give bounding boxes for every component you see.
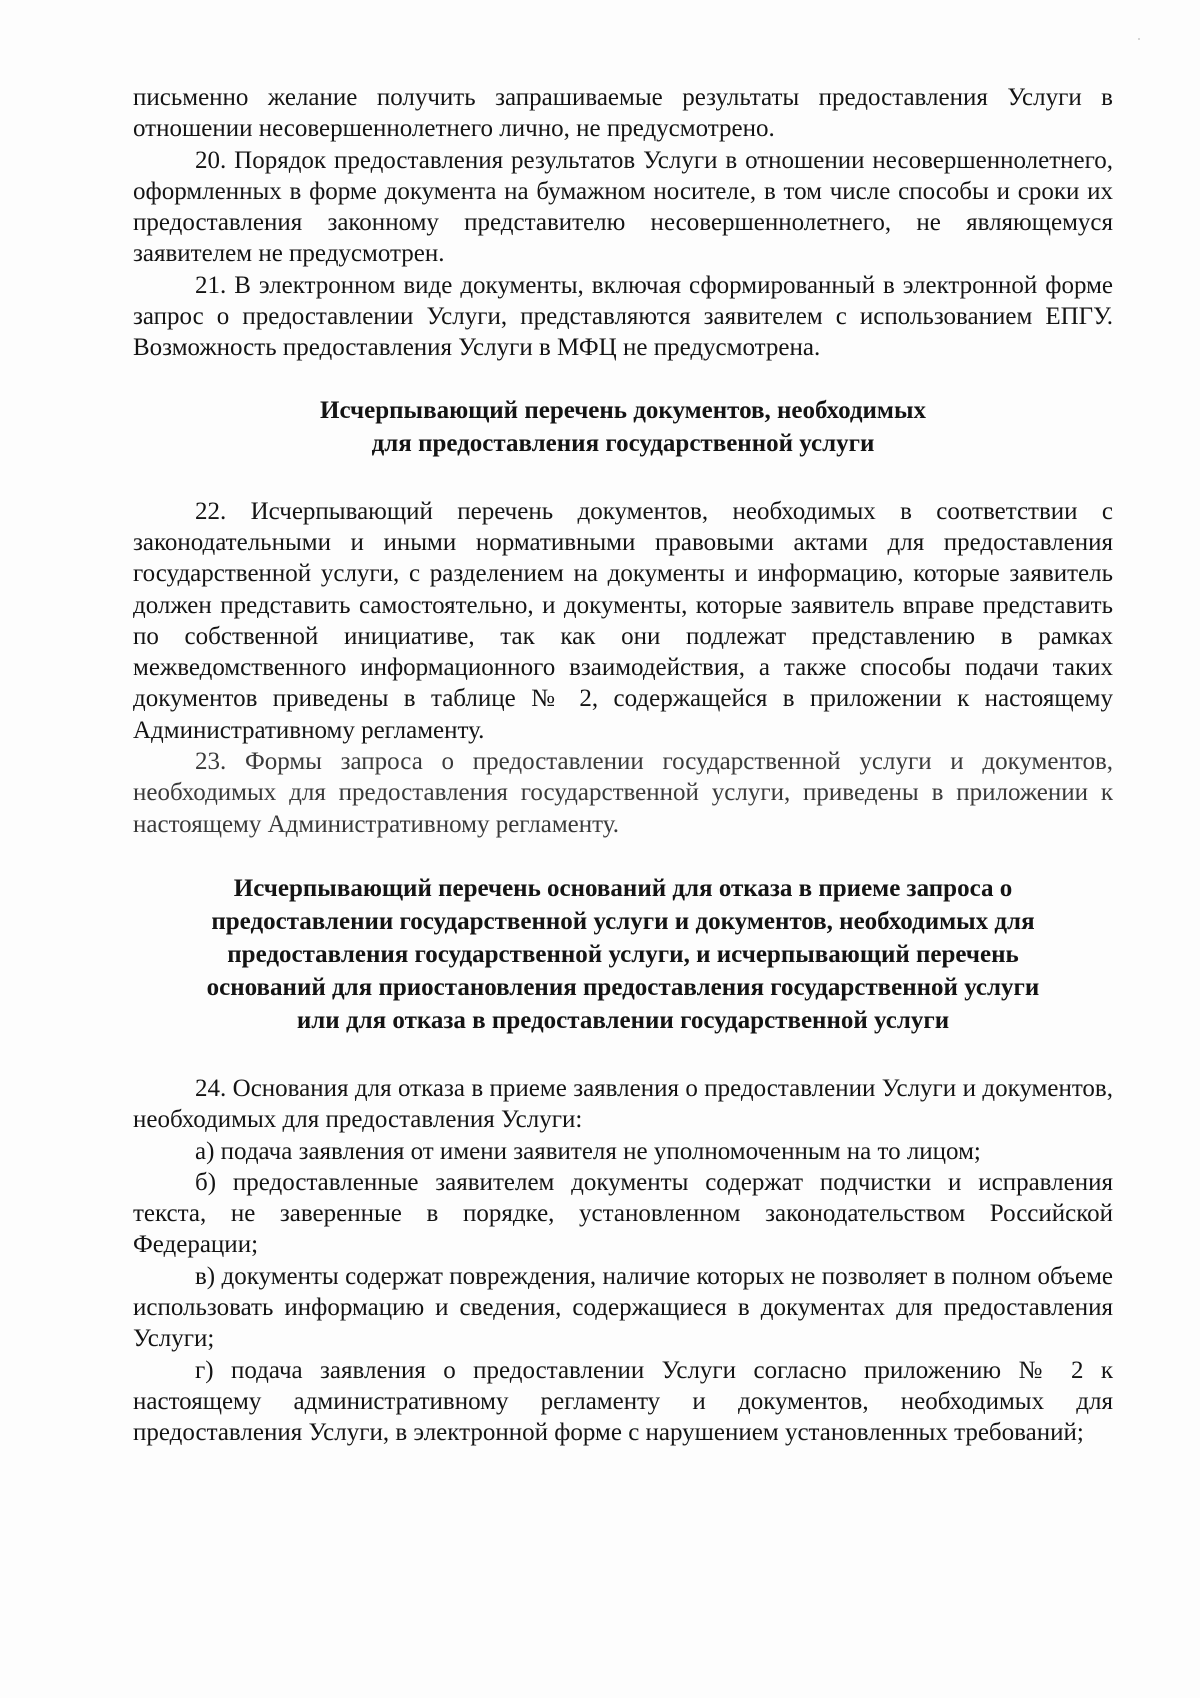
paragraph-24-a: а) подача заявления от имени заявителя не уполномоченным на то лицом;: [195, 1137, 981, 1165]
section-heading-refusal-grounds: [133, 872, 1113, 1037]
paragraph-24-b: б) предоставленные заявителем документы содержат подчистки и исправления текста, не заверенные в порядке, установленном законодательством Российской Федерации;: [133, 1168, 1113, 1259]
paragraph-21: 21. В электронном виде документы, включая сформированный в электронной форме запрос о предоставлении Услуги, представляются заявителем с использованием ЕПГУ. Возможность предоставления Услуги в МФЦ не предусмотрена.: [133, 271, 1113, 362]
scan-speck: [1138, 38, 1140, 40]
paragraph-23: 23. Формы запроса о предоставлении государственной услуги и документов, необходимых для предоставления государственной услуги, приведены в приложении к настоящему Административному регламенту.: [133, 748, 1113, 838]
heading-line: предоставления государственной услуги, и исчерпывающий перечень: [227, 940, 1019, 968]
heading-line: или для отказа в предоставлении государственной услуги: [296, 1006, 950, 1034]
intro-paragraph: письменно желание получить запрашиваемые результаты предоставления Услуги в отношении несовершеннолетнего лично, не предусмотрено.: [133, 84, 1113, 143]
document-body: [133, 82, 1113, 1449]
heading-line: Исчерпывающий перечень оснований для отказа в приеме запроса о: [233, 874, 1013, 902]
heading-line: Исчерпывающий перечень документов, необходимых: [320, 396, 926, 424]
heading-line: предоставлении государственной услуги и документов, необходимых для: [211, 907, 1035, 935]
heading-line: оснований для приостановления предоставления государственной услуги: [206, 973, 1040, 1001]
paragraph-22: 22. Исчерпывающий перечень документов, необходимых в соответствии с законодательными и иными нормативными правовыми актами для предоставления государственной услуги, с разделением на документы и информацию, которые заявитель должен представить самостоятельно, и документы, которые заявитель вправе представить по собственной инициативе, так как они подлежат представлению в рамках межведомственного информационного взаимодействия, а также способы подачи таких документов приведены в таблице № 2, содержащейся в приложении к настоящему Административному регламенту.: [133, 497, 1113, 744]
paragraph-24-c: в) документы содержат повреждения, наличие которых не позволяет в полном объеме использовать информацию и сведения, содержащиеся в документах для предоставления Услуги;: [133, 1262, 1113, 1353]
section-heading-documents: [133, 394, 1113, 460]
paragraph-20: 20. Порядок предоставления результатов Услуги в отношении несовершеннолетнего, оформленных в форме документа на бумажном носителе, в том числе способы и сроки их предоставления законному представителю несовершеннолетнего, не являющемуся заявителем не предусмотрен.: [133, 146, 1113, 268]
heading-line: для предоставления государственной услуги: [371, 429, 875, 457]
paragraph-24: 24. Основания для отказа в приеме заявления о предоставлении Услуги и документов, необходимых для предоставления Услуги:: [133, 1074, 1113, 1134]
paragraph-24-d: г) подача заявления о предоставлении Услуги согласно приложению № 2 к настоящему административному регламенту и документов, необходимых для предоставления Услуги, в электронной форме с нарушением установленных требований;: [133, 1356, 1113, 1447]
